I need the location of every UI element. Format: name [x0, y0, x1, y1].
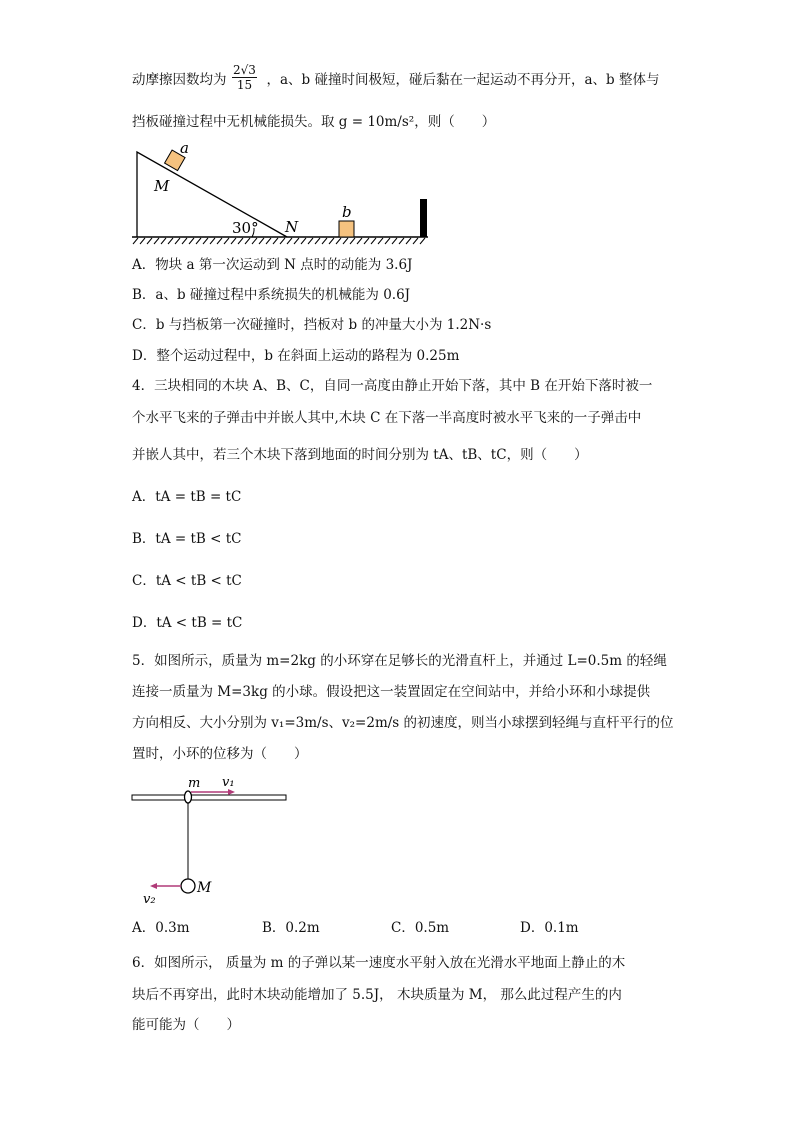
- q4-line1: 4．三块相同的木块 A、B、C，自同一高度由静止开始下落，其中 B 在开始下落时被一: [132, 378, 653, 394]
- block-b: [339, 221, 354, 237]
- incline-diagram: [132, 139, 428, 244]
- q5-option-b: B．0.2m: [262, 920, 320, 936]
- hatch-mark: [252, 238, 257, 244]
- ring: [185, 791, 192, 803]
- hatch-mark: [336, 238, 341, 244]
- hatch-mark: [378, 238, 383, 244]
- hatch-mark: [392, 238, 397, 244]
- rod: [132, 795, 286, 800]
- q4-option-c: C．tA < tB < tC: [132, 573, 242, 589]
- hatch-mark: [133, 238, 138, 244]
- label-M-ball: M: [197, 880, 212, 896]
- hatch-mark: [371, 238, 376, 244]
- label-N: N: [285, 218, 299, 236]
- q3-option-d: D．整个运动过程中，b 在斜面上运动的路程为 0.25m: [132, 348, 460, 364]
- hatch-mark: [147, 238, 152, 244]
- hatch-mark: [273, 238, 278, 244]
- ring-ball-diagram: [132, 775, 286, 907]
- label-M: M: [154, 177, 170, 195]
- hatch-mark: [294, 238, 299, 244]
- hatch-mark: [196, 238, 201, 244]
- label-v2: v₂: [143, 892, 156, 907]
- q6-line2: 块后不再穿出，此时木块动能增加了 5.5J， 木块质量为 M， 那么此过程产生的内: [132, 987, 622, 1003]
- hatch-mark: [301, 238, 306, 244]
- hatch-mark: [308, 238, 313, 244]
- q4-option-d: D．tA < tB = tC: [132, 615, 243, 631]
- q3-option-c: C．b 与挡板第一次碰撞时，挡板对 b 的冲量大小为 1.2N·s: [132, 317, 492, 333]
- hatch-mark: [189, 238, 194, 244]
- hatch-mark: [343, 238, 348, 244]
- hatch-mark: [385, 238, 390, 244]
- hatch-mark: [280, 238, 285, 244]
- hatch-mark: [168, 238, 173, 244]
- q4-option-b: B．tA = tB < tC: [132, 531, 242, 547]
- q5-line1: 5．如图所示，质量为 m=2kg 的小环穿在足够长的光滑直杆上，并通过 L=0.5m 的轻绳: [132, 653, 667, 669]
- q5-line2: 连接一质量为 M=3kg 的小球。假设把这一装置固定在空间站中，并给小环和小球提供: [132, 684, 651, 700]
- barrier: [420, 199, 427, 237]
- label-v1: v₁: [222, 775, 235, 790]
- q4-line3: 并嵌人其中，若三个木块下落到地面的时间分别为 tA、tB、tC，则（ ）: [132, 447, 588, 463]
- q5-line4: 置时，小环的位移为（ ）: [132, 746, 308, 762]
- q5-option-a: A．0.3m: [132, 920, 190, 936]
- q3-line1-suffix: ，a、b 碰撞时间极短，碰后黏在一起运动不再分开，a、b 整体与: [266, 72, 660, 88]
- fraction-denominator: 15: [236, 78, 253, 92]
- hatch-mark: [364, 238, 369, 244]
- ball: [181, 879, 195, 893]
- hatch-mark: [350, 238, 355, 244]
- hatch-mark: [266, 238, 271, 244]
- hatch-mark: [175, 238, 180, 244]
- hatch-mark: [420, 238, 425, 244]
- q3-option-a: A．物块 a 第一次运动到 N 点时的动能为 3.6J: [132, 257, 413, 273]
- hatch-mark: [210, 238, 215, 244]
- hatch-mark: [287, 238, 292, 244]
- label-m: m: [188, 776, 201, 791]
- hatch-mark: [238, 238, 243, 244]
- q6-line3: 能可能为（ ）: [132, 1017, 240, 1033]
- q3-option-b: B．a、b 碰撞过程中系统损失的机械能为 0.6J: [132, 287, 411, 303]
- hatch-mark: [259, 238, 264, 244]
- hatch-mark: [406, 238, 411, 244]
- q6-line1: 6．如图所示， 质量为 m 的子弹以某一速度水平射入放在光滑水平地面上静止的木: [132, 955, 626, 971]
- q5-option-d: D．0.1m: [520, 920, 579, 936]
- fraction-numerator: 2√3: [233, 63, 256, 77]
- hatch-mark: [140, 238, 145, 244]
- q5-option-c: C．0.5m: [391, 920, 450, 936]
- hatch-mark: [315, 238, 320, 244]
- hatch-mark: [217, 238, 222, 244]
- hatch-mark: [182, 238, 187, 244]
- q5-line3: 方向相反、大小分别为 v₁=3m/s、v₂=2m/s 的初速度，则当小球摆到轻绳与直杆平行的位: [132, 715, 674, 731]
- q3-line2: 挡板碰撞过程中无机械能损失。取 g = 10m/s²，则（ ）: [132, 114, 496, 130]
- label-a: a: [180, 139, 189, 157]
- hatch-mark: [357, 238, 362, 244]
- ground-hatching: [133, 238, 425, 244]
- label-b: b: [342, 203, 352, 221]
- v2-arrowhead: [150, 883, 157, 889]
- hatch-mark: [329, 238, 334, 244]
- q4-option-a: A．tA = tB = tC: [132, 489, 242, 505]
- hatch-mark: [224, 238, 229, 244]
- hatch-mark: [231, 238, 236, 244]
- q3-line1-prefix: 动摩擦因数均为: [132, 72, 227, 88]
- hatch-mark: [161, 238, 166, 244]
- hatch-mark: [154, 238, 159, 244]
- label-angle: 30°: [232, 219, 259, 237]
- hatch-mark: [413, 238, 418, 244]
- hatch-mark: [203, 238, 208, 244]
- hatch-mark: [322, 238, 327, 244]
- hatch-mark: [245, 238, 250, 244]
- q4-line2: 个水平飞来的子弹击中并嵌人其中,木块 C 在下落一半高度时被水平飞来的一子弹击中: [132, 410, 642, 426]
- hatch-mark: [399, 238, 404, 244]
